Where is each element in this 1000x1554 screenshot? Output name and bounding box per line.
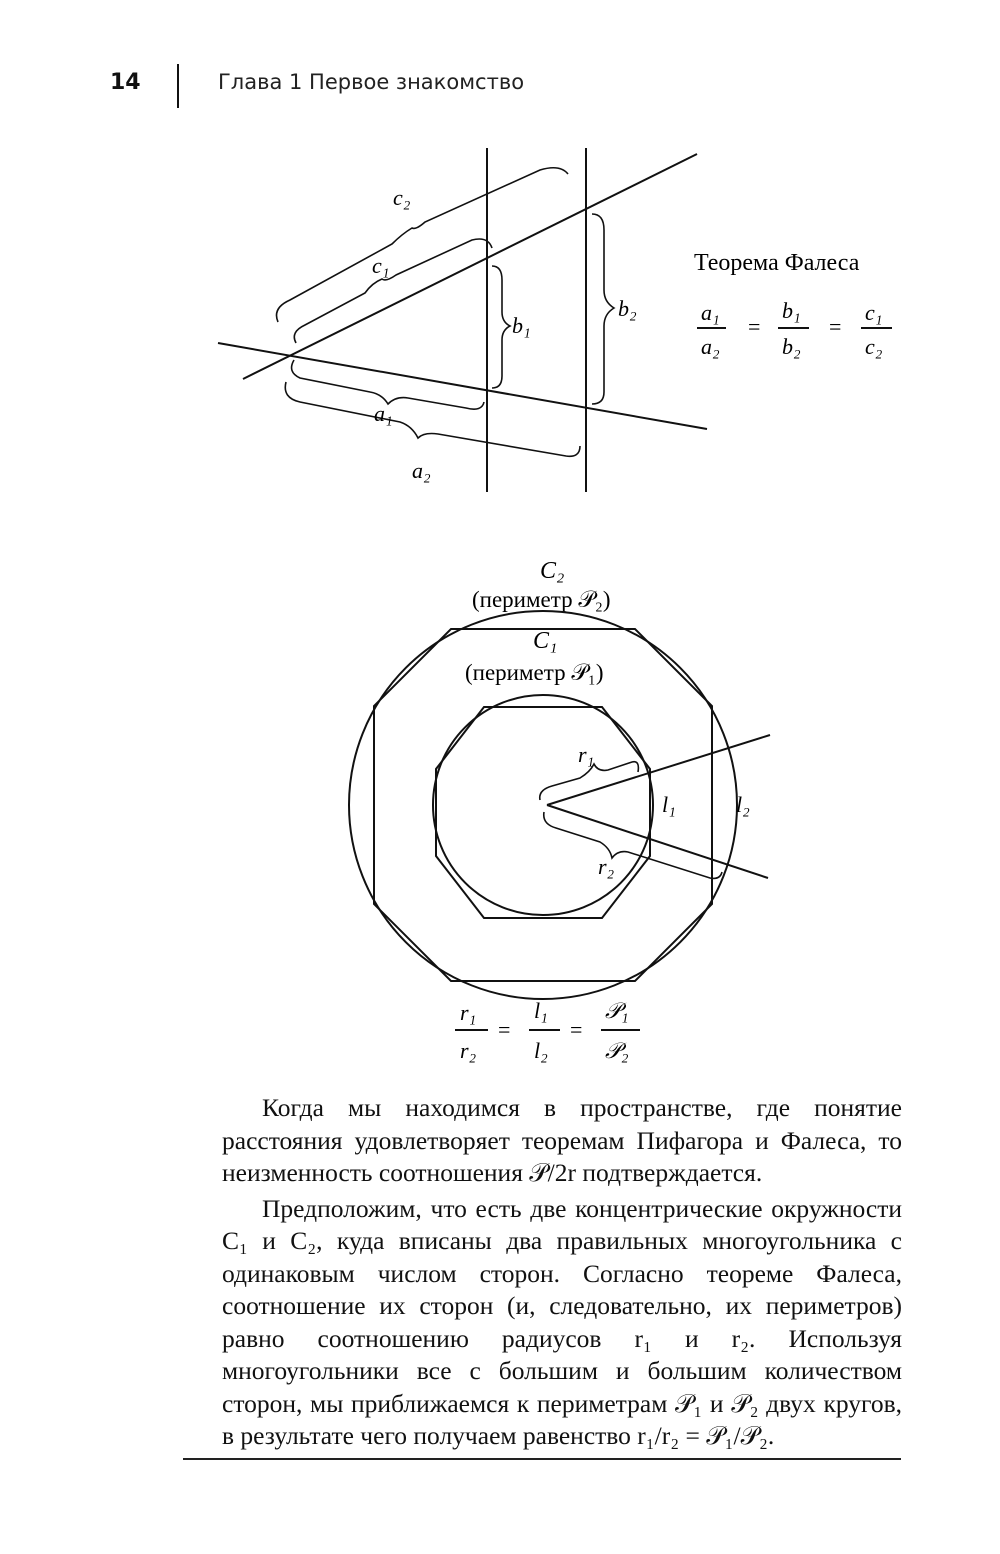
- inner-circle-label: C₁: [533, 628, 558, 654]
- inner-circle: [433, 695, 653, 915]
- equals-sign: =: [570, 1017, 583, 1042]
- label-c2: c₂: [393, 185, 411, 210]
- radius-r1-label: r₁: [578, 742, 595, 767]
- formula-a1: a₁: [701, 300, 720, 325]
- label-a2: a₂: [412, 458, 431, 483]
- formula-r1: r₁: [460, 1000, 477, 1025]
- label-a1: a₁: [374, 401, 393, 426]
- paragraph: Предположим, что есть две концентрические окружности C₁ и C₂, куда вписаны два правильных многоугольника с одинаковым числом сторон. Согласно теореме Фалеса, соотношение их сторон (и, следовательно, их периметров) равно соотношению радиусов r₁ и r₂. Используя многоугольники все с большим и большим количеством сторон, мы приближаемся к периметрам 𝒫₁ и 𝒫₂ двух кругов, в результате чего получаем равенство r₁/r₂ = 𝒫₁/𝒫₂.: [222, 1193, 902, 1450]
- formula-b2: b₂: [782, 334, 801, 359]
- radius-r2-label: r₂: [598, 854, 615, 879]
- label-b2: b₂: [618, 296, 637, 321]
- outer-perimeter-label: (периметр 𝒫₂): [472, 587, 611, 612]
- formula-p2: 𝒫₂: [605, 1038, 629, 1063]
- chapter-title: Глава 1 Первое знакомство: [218, 70, 525, 94]
- equals-sign: =: [748, 314, 761, 339]
- outer-circle-label: C₂: [540, 558, 565, 584]
- formula-p1: 𝒫₁: [605, 998, 629, 1023]
- page-number: 14: [110, 70, 141, 95]
- thales-title: Теорема Фалеса: [694, 250, 860, 276]
- body-text: [222, 1092, 902, 1456]
- formula-c1: c₁: [865, 300, 883, 325]
- equals-sign: =: [829, 314, 842, 339]
- formula-a2: a₂: [701, 334, 720, 359]
- ray-lower: [547, 805, 768, 878]
- side-l2-label: l₂: [736, 792, 750, 817]
- paragraph: Когда мы находимся в пространстве, где понятие расстояния удовлетворяет теоремам Пифагора и Фалеса, то неизменность соотношения 𝒫/2r подтверждается.: [222, 1093, 902, 1187]
- formula-c2: c₂: [865, 334, 883, 359]
- formula-b1: b₁: [782, 298, 801, 323]
- label-c1: c₁: [372, 253, 390, 278]
- label-b1: b₁: [512, 313, 531, 338]
- formula-l1: l₁: [534, 998, 548, 1023]
- circles-formula: [455, 998, 640, 1063]
- inner-perimeter-label: (периметр 𝒫₁): [465, 660, 604, 685]
- formula-r2: r₂: [460, 1038, 477, 1063]
- side-l1-label: l₁: [662, 792, 676, 817]
- formula-l2: l₂: [534, 1038, 548, 1063]
- bottom-divider: [183, 1458, 901, 1460]
- equals-sign: =: [498, 1017, 511, 1042]
